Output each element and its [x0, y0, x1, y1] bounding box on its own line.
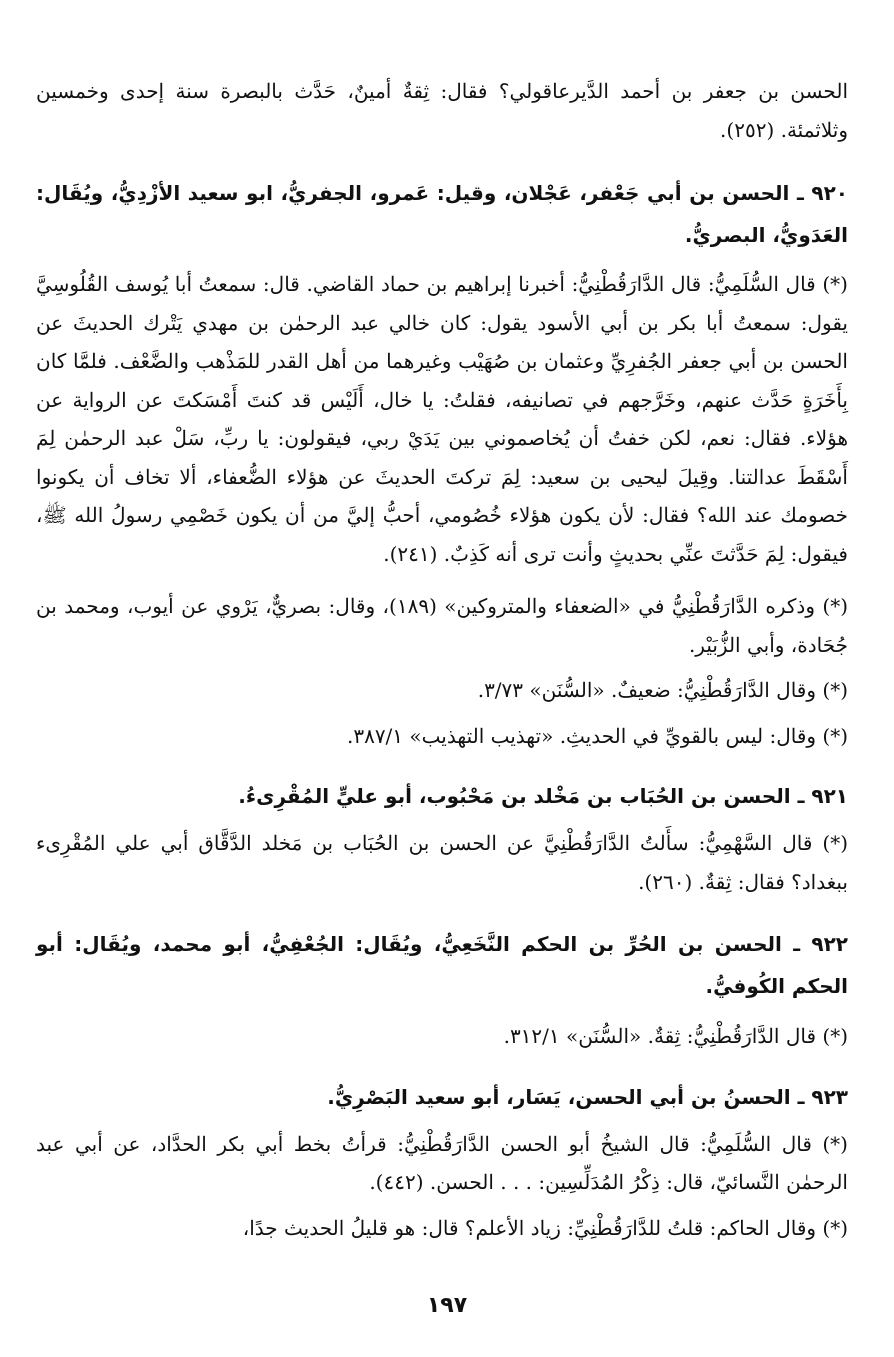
entry-923-paragraph-1: (*) قال السُّلَمِيُّ: قال الشيخُ أبو الحسن الدَّارَقُطْنِيُّ: قرأتُ بخط أبي بكر الحدَّاد، عن أبي عبد الرحمٰن النَّسائيّ، قال: ذِكْرُ المُدَلِّسِين: . . . الحسن. (٤٤٢). [36, 1131, 848, 1194]
document-page [36, 72, 848, 1357]
entry-923-paragraph-2: (*) وقال الحاكم: قلتُ للدَّارَقُطْنِيِّ: زياد الأعلم؟ قال: هو قليلُ الحديث جدًا، [242, 1215, 848, 1240]
entry-920-paragraph-1: (*) قال السُّلَمِيُّ: قال الدَّارَقُطْنِيُّ: أخبرنا إبراهيم بن حماد القاضي. قال: سمعتُ أبا يُوسف القُلُوسِيَّ يقول: سمعتُ أبا بكر بن أبي الأسود يقول: كان خالي عبد الرحمٰن بن مهدي يَتْرك الحديثَ عن الحسن بن أبي جعفر الجُفرِيِّ وعثمان بن صُهَيْب وغيرهما من أهل القدر للمَذْهب والضَّعْف. فلمَّا كان بِأَخَرَةٍ حَدَّث عنهم، وخَرَّجهم في تصانيفه، فقلتُ: يا خال، أَلَيْس قد كنتَ أَمْسَكتَ عن الرواية عن هؤلاء. فقال: نعم، لكن خفتُ أن يُخاصموني بين يَدَيْ ربي، فيقولون: يا ربِّ، سَلْ عبد الرحمٰن لِمَ أَسْقَطَ عدالتنا. وقِيلَ ليحيى بن سعيد: لِمَ تركتَ الحديثَ عن هؤلاء الضُّعفاء، ألا تخاف أن يكونوا خصومك عند الله؟ فقال: لأن يكون هؤلاء خُصُومي، أحبُّ إليَّ من أن يكون خَصْمِي رسولُ الله ﷺ، فيقول: لِمَ حَدَّثتَ عنِّي بحديثٍ وأنت ترى أنه كَذِبٌ. (٢٤١). [36, 272, 848, 566]
entry-921-heading: ٩٢١ ـ الحسن بن الحُبَاب بن مَخْلد بن مَحْبُوب، أبو عليٍّ المُقْرِىءُ. [238, 784, 848, 808]
entry-922-paragraph-1: (*) قال الدَّارَقُطْنِيُّ: ثِقةٌ. «السُّنَن» ٣١٢/١. [503, 1024, 848, 1048]
entry-920-heading: ٩٢٠ ـ الحسن بن أبي جَعْفر، عَجْلان، وقيل: عَمرو، الجفريُّ، ابو سعيد الأزْدِيُّ، ويُقَال: العَدَويُّ، البصريُّ. [36, 181, 848, 247]
entry-920-paragraph-2: (*) وذكره الدَّارَقُطْنِيُّ في «الضعفاء والمتروكين» (١٨٩)، وقال: بصريٌّ، يَرْوي عن أيوب، ومحمد بن جُحَادة، وأبي الزُّبَيْر. [36, 594, 849, 657]
entry-920-paragraph-3: (*) وقال الدَّارَقُطْنِيُّ: ضعيفٌ. «السُّنَن» ٣/٧٣. [477, 678, 848, 702]
entry-922-heading: ٩٢٢ ـ الحسن بن الحُرِّ بن الحكم النَّخَعِيُّ، ويُقَال: الجُعْفِيُّ، أبو محمد، ويُقَال: أبو الحكم الكُوفيُّ. [36, 932, 848, 998]
entry-921-paragraph-1: (*) قال السَّهْمِيُّ: سأَلتُ الدَّارَقُطْنِيَّ عن الحسن بن الحُبَاب بن مَخلد الدَّقَّاق أبي علي المُقْرِىء ببغداد؟ فقال: ثِقةٌ. (٢٦٠). [36, 831, 848, 894]
entry-920-paragraph-4: (*) وقال: ليس بالقويِّ في الحديثِ. «تهذيب التهذيب» ٣٨٧/١. [346, 723, 848, 748]
intro-paragraph: الحسن بن جعفر بن أحمد الدَّيرعاقولي؟ فقال: ثِقةٌ أمينٌ، حَدَّث بالبصرة سنة إحدى وخمسين وثلاثمئة. (٢٥٢). [36, 79, 848, 142]
entry-923-heading: ٩٢٣ ـ الحسنُ بن أبي الحسن، يَسَار، أبو سعيد البَصْرِيُّ. [327, 1084, 848, 1109]
page-number: ١٩٧ [426, 1293, 468, 1318]
